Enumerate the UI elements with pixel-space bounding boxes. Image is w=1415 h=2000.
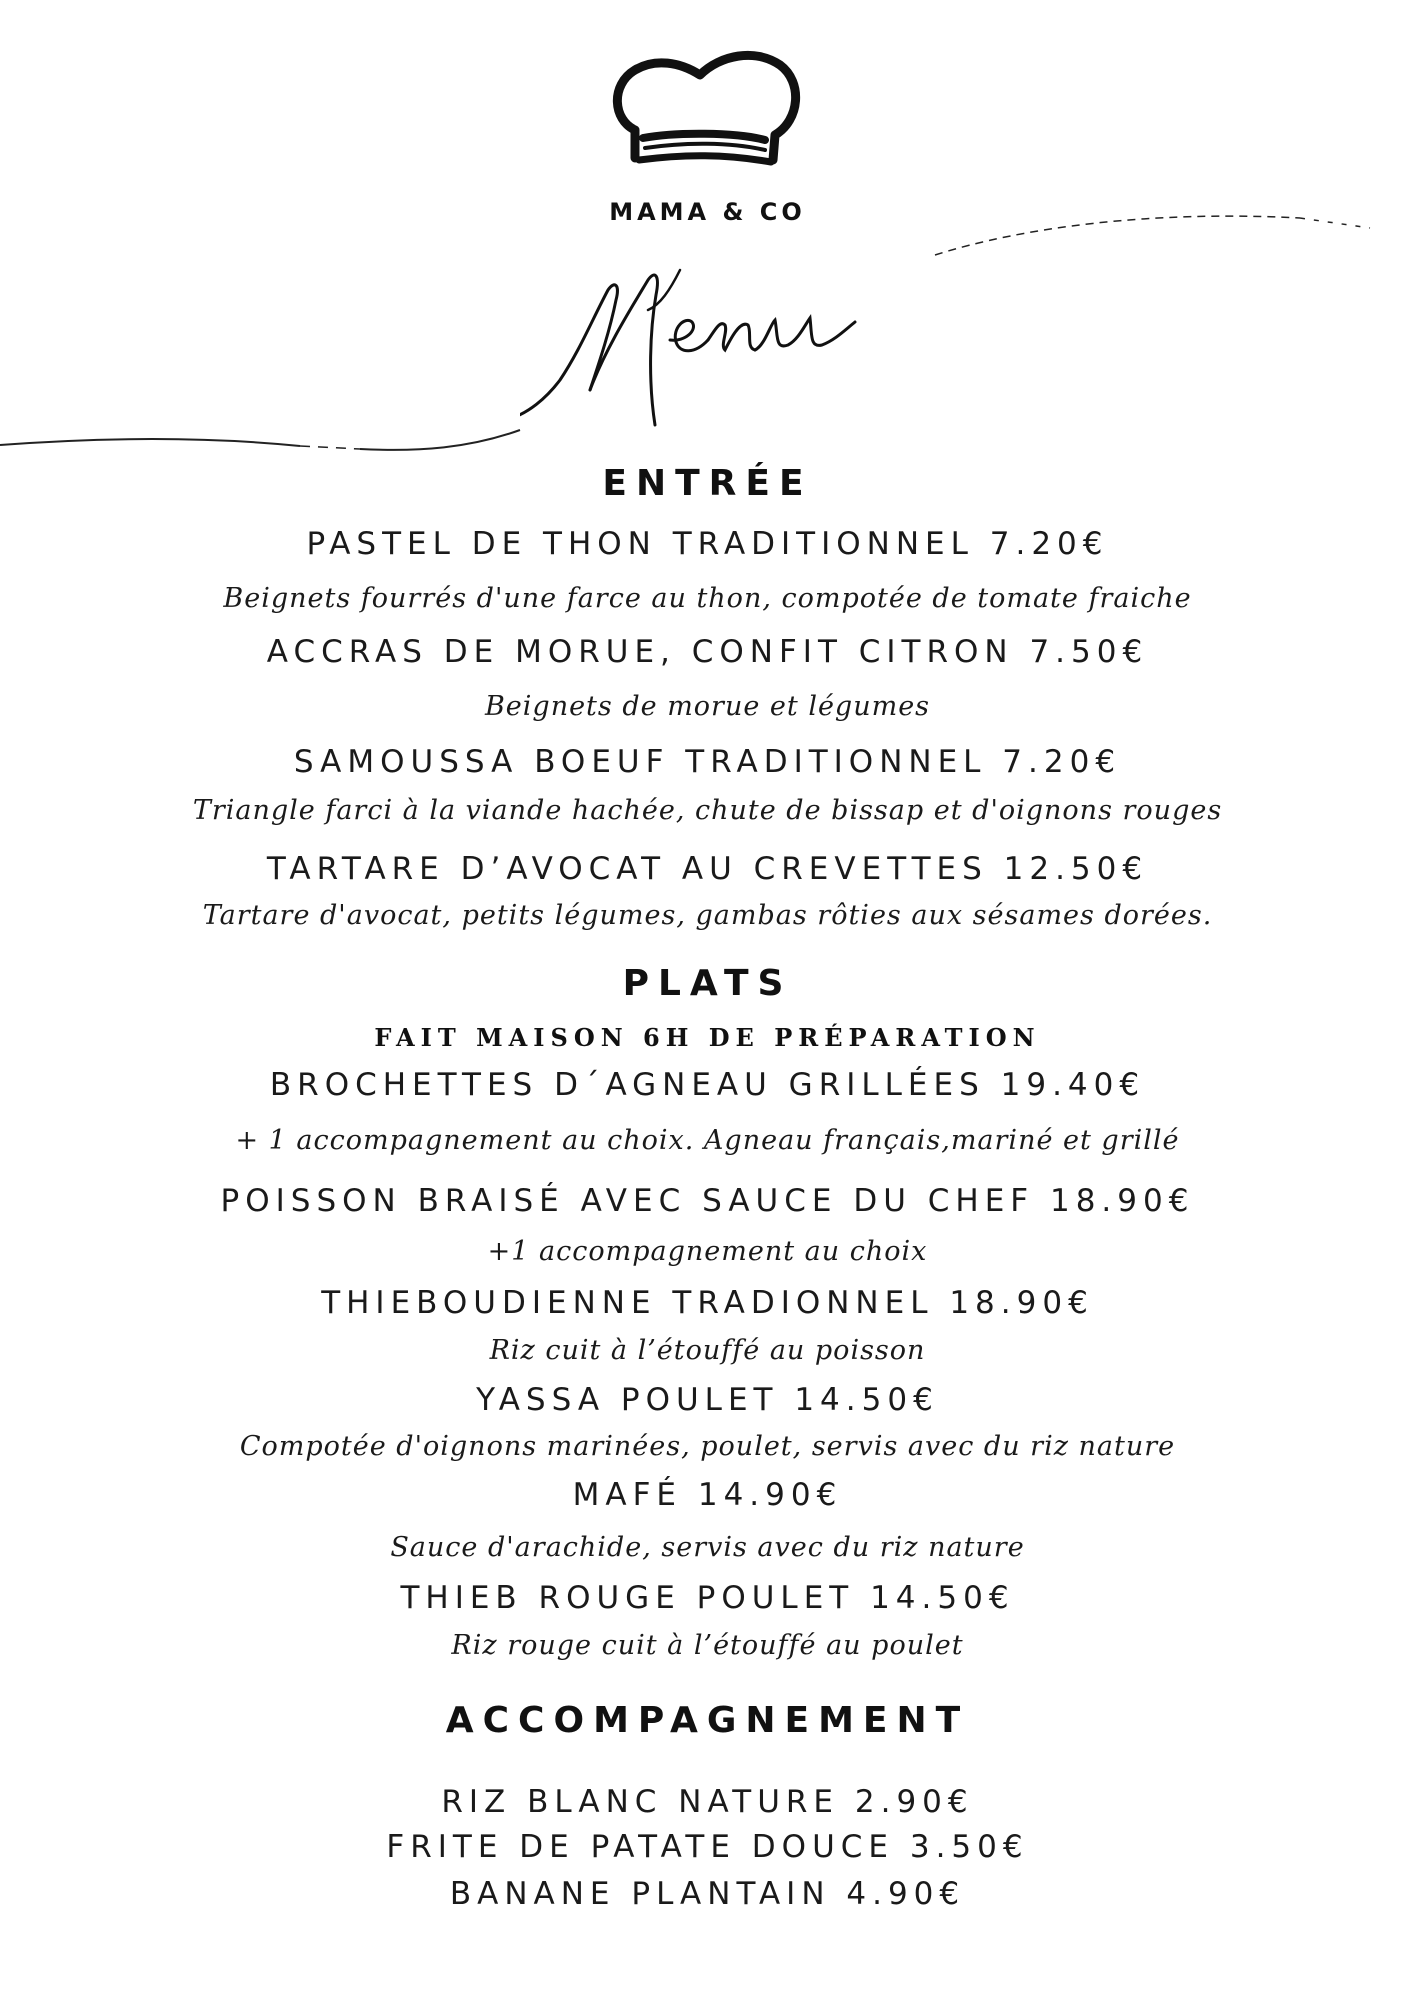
menu-item-name: MAFÉ 14.90€ [572, 1477, 843, 1513]
menu-item-name: ACCRAS DE MORUE, CONFIT CITRON 7.50€ [266, 634, 1149, 670]
menu-item-description: Riz rouge cuit à l’étouffé au poulet [451, 1630, 964, 1661]
menu-item-name: POISSON BRAISÉ AVEC SAUCE DU CHEF 18.90€ [220, 1183, 1195, 1219]
menu-item-name: FRITE DE PATATE DOUCE 3.50€ [386, 1829, 1029, 1865]
menu-item-description: Triangle farci à la viande hachée, chute de bissap et d'oignons rouges [192, 795, 1223, 826]
menu-item-name: THIEB ROUGE POULET 14.50€ [400, 1580, 1015, 1616]
menu-item-name: YASSA POULET 14.50€ [476, 1382, 939, 1418]
menu-item-description: Compotée d'oignons marinées, poulet, servis avec du riz nature [239, 1431, 1176, 1462]
menu-item-name: TARTARE D’AVOCAT AU CREVETTES 12.50€ [266, 851, 1149, 887]
section-subheading-plats: FAIT MAISON 6H DE PRÉPARATION [374, 1023, 1041, 1052]
menu-item-description: +1 accompagnement au choix [487, 1236, 928, 1267]
menu-item-description: Beignets fourrés d'une farce au thon, compotée de tomate fraiche [223, 583, 1192, 614]
menu-item-name: BROCHETTES D´AGNEAU GRILLÉES 19.40€ [269, 1067, 1146, 1103]
menu-script-title [520, 250, 880, 440]
menu-item-description: + 1 accompagnement au choix. Agneau français,mariné et grillé [235, 1125, 1180, 1156]
menu-item-description: Sauce d'arachide, servis avec du riz nature [390, 1532, 1025, 1563]
menu-item-name: RIZ BLANC NATURE 2.90€ [441, 1784, 974, 1820]
menu-item-name: THIEBOUDIENNE TRADIONNEL 18.90€ [321, 1285, 1094, 1321]
section-heading-accompagnement: ACCOMPAGNEMENT [445, 1700, 970, 1741]
chef-hat-icon [605, 40, 805, 180]
menu-item-description: Tartare d'avocat, petits légumes, gambas rôties aux sésames dorées. [202, 900, 1213, 931]
menu-item-description: Riz cuit à l’étouffé au poisson [489, 1335, 926, 1366]
section-heading-plats: PLATS [622, 963, 793, 1004]
section-heading-entree: ENTRÉE [602, 463, 813, 504]
brand-name: MAMA & CO [609, 198, 806, 226]
menu-item-description: Beignets de morue et légumes [484, 691, 931, 722]
menu-item-name: BANANE PLANTAIN 4.90€ [449, 1876, 966, 1912]
menu-item-name: SAMOUSSA BOEUF TRADITIONNEL 7.20€ [293, 744, 1122, 780]
menu-item-name: PASTEL DE THON TRADITIONNEL 7.20€ [306, 526, 1109, 562]
